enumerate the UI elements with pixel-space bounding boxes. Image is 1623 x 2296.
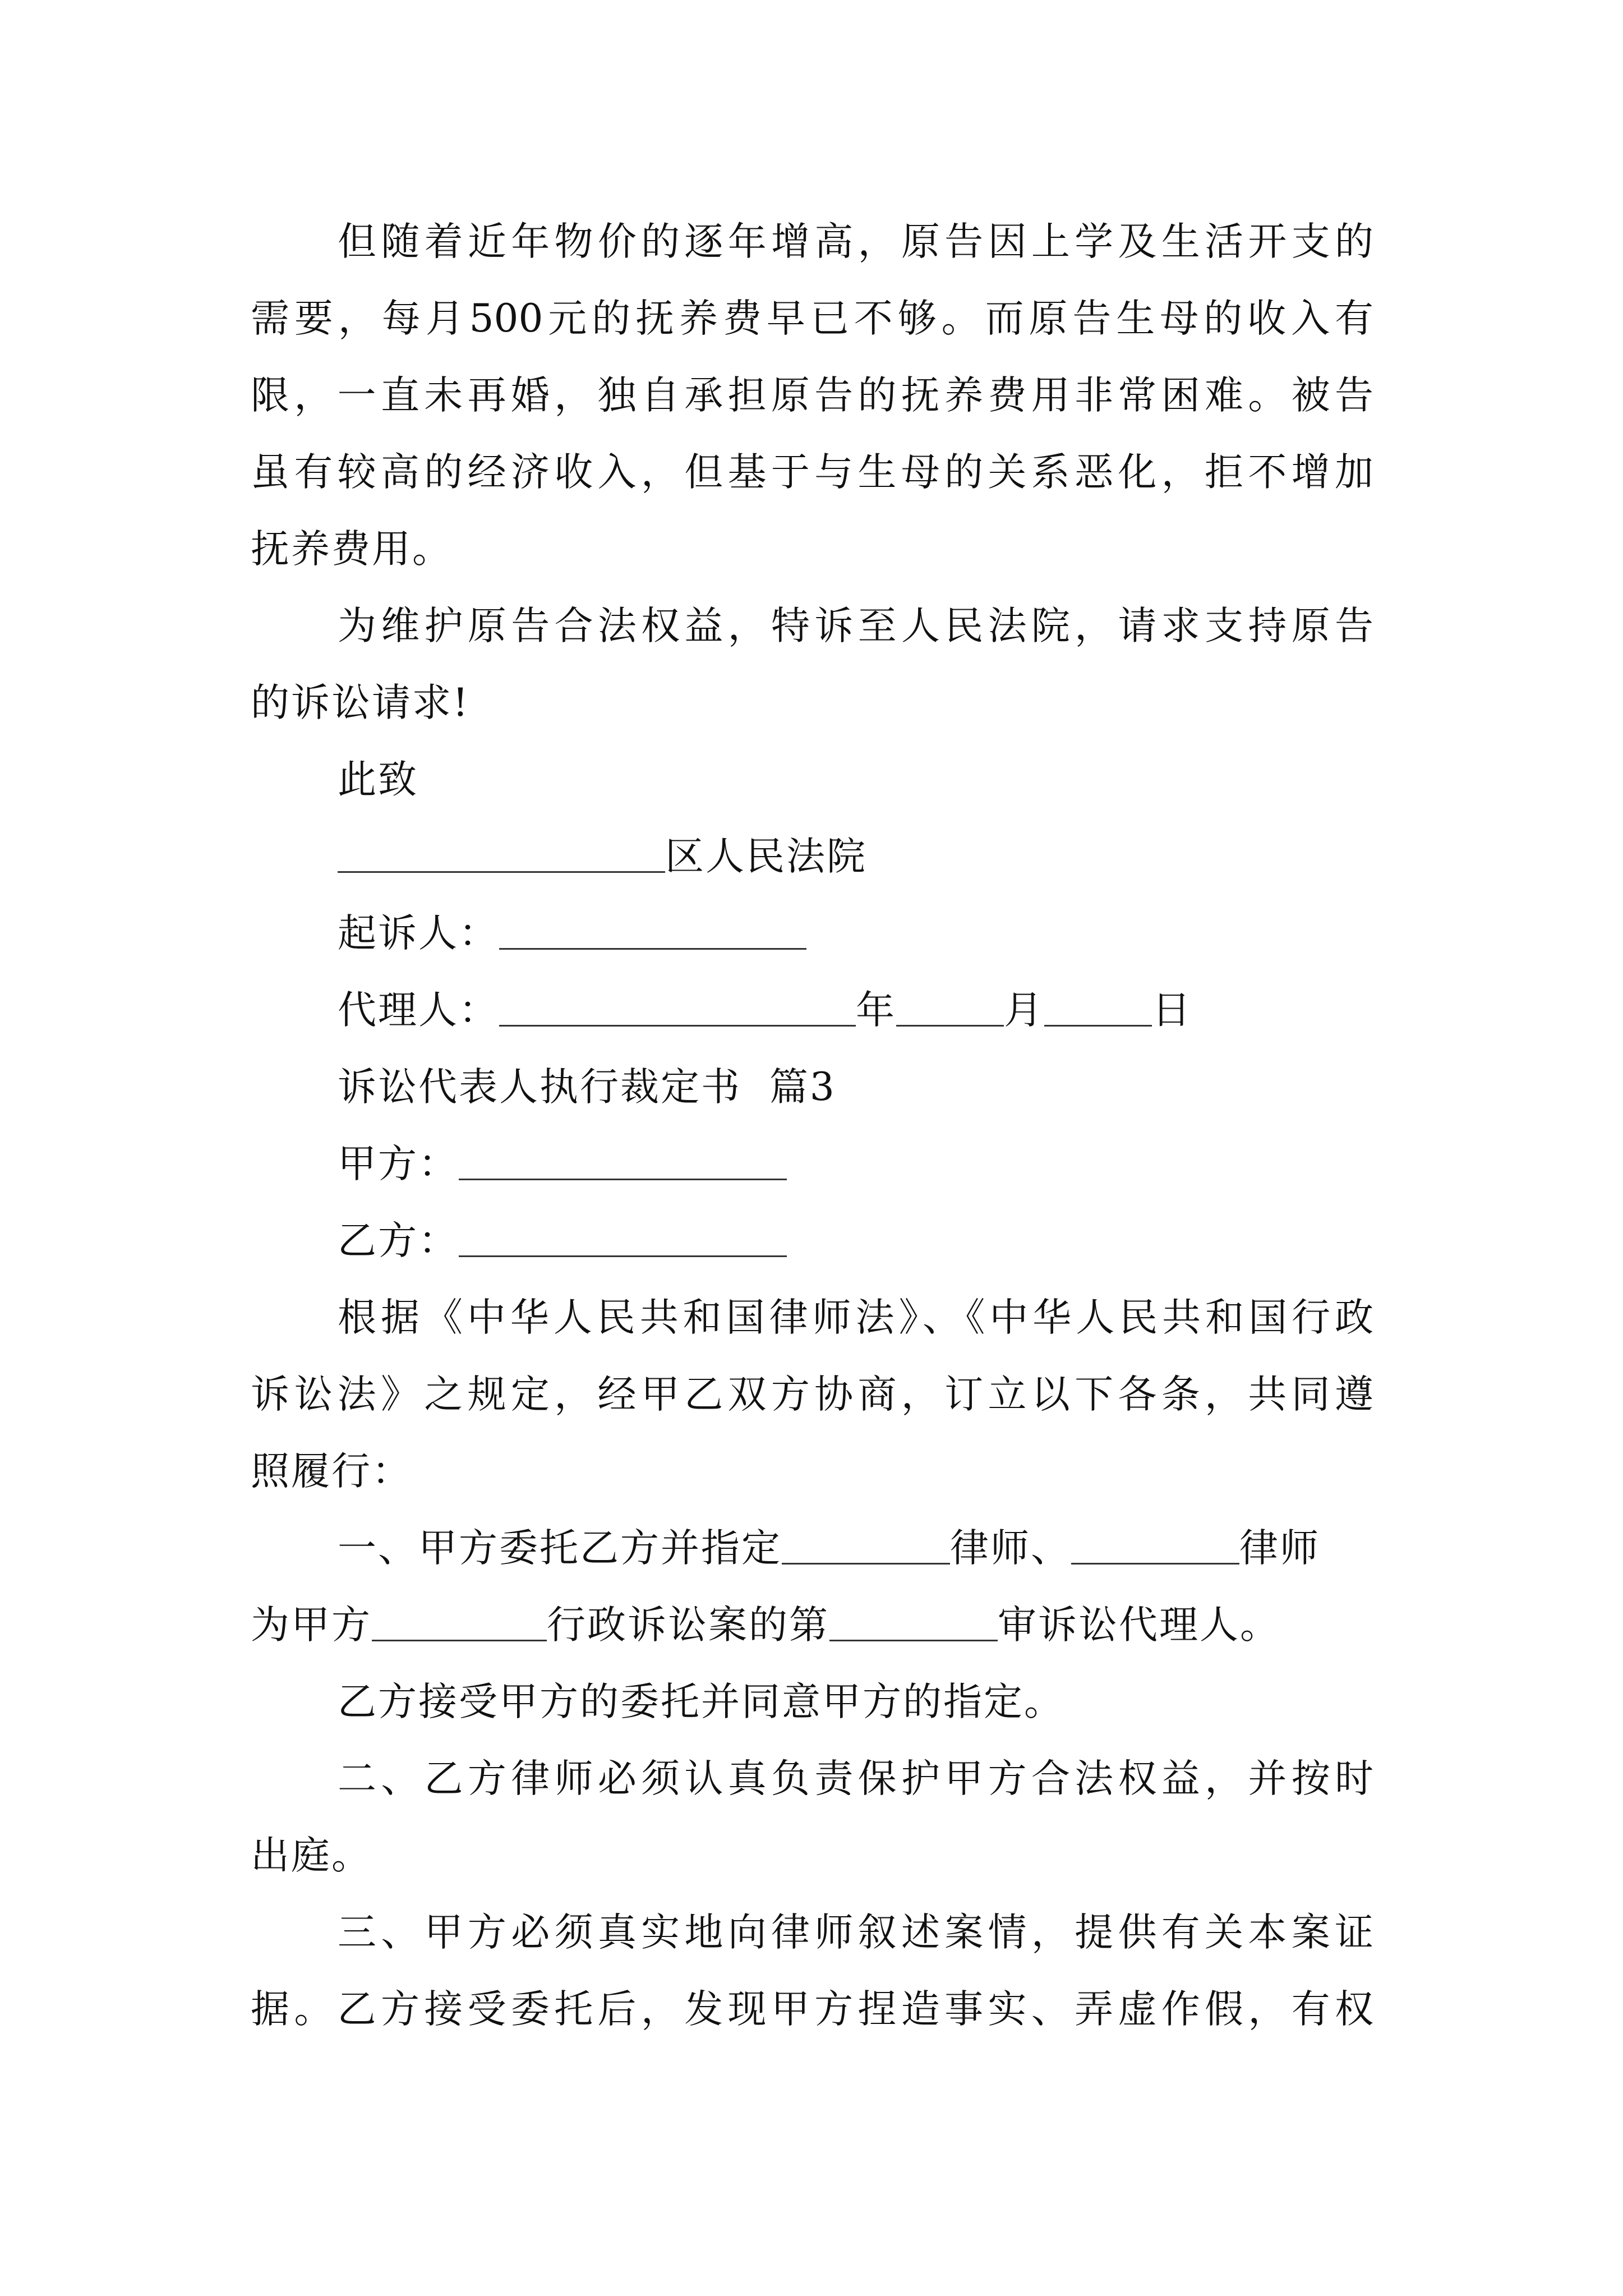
month-label: 月	[1004, 988, 1044, 1033]
clause-1-line-1	[338, 1521, 1320, 1575]
clause-1-text: 律师	[1239, 1526, 1320, 1571]
clause-1-text: 一、甲方委托乙方并指定	[338, 1526, 782, 1571]
section-title: 诉讼代表人执行裁定书 篇3	[338, 1065, 836, 1110]
greeting: 此致	[338, 757, 418, 802]
paragraph-line: 的诉讼请求!	[251, 680, 470, 725]
clause-1-text: 行政诉讼案的第	[547, 1603, 829, 1648]
paragraph-line: 但随着近年物价的逐年增高，原告因上学及生活开支的	[338, 219, 1373, 264]
clause-1-text: 律师、	[950, 1526, 1071, 1571]
plaintiff-line	[338, 907, 806, 960]
paragraph-line: 诉讼法》之规定，经甲乙双方协商，订立以下各条，共同遵	[251, 1372, 1373, 1417]
paragraph-line: 限，一直未再婚，独自承担原告的抚养费用非常困难。被告	[251, 373, 1373, 418]
plaintiff-blank	[499, 912, 806, 950]
party-b-label: 乙方：	[338, 1218, 459, 1263]
paragraph-line: 据。乙方接受委托后，发现甲方捏造事实、弄虚作假，有权	[251, 1987, 1373, 2032]
lawyer-2-blank	[1071, 1527, 1239, 1565]
party-b-line	[338, 1214, 787, 1268]
clause-1-text: 为甲方	[251, 1603, 372, 1648]
acceptance-line: 乙方接受甲方的委托并同意甲方的指定。	[338, 1680, 1064, 1724]
paragraph-line: 出庭。	[251, 1833, 372, 1878]
day-label: 日	[1152, 988, 1192, 1033]
court-line	[338, 830, 867, 884]
paragraph-line: 抚养费用。	[251, 527, 453, 572]
agent-date-line	[338, 983, 1192, 1037]
plaintiff-label: 起诉人：	[338, 911, 499, 956]
court-suffix: 区人民法院	[665, 834, 867, 879]
paragraph-line: 照履行：	[251, 1449, 412, 1494]
paragraph-line: 为维护原告合法权益，特诉至人民法院，请求支持原告	[338, 604, 1373, 648]
paragraph-line: 根据《中华人民共和国律师法》、《中华人民共和国行政	[338, 1295, 1373, 1340]
court-name-blank	[338, 835, 665, 873]
lawyer-1-blank	[782, 1527, 950, 1565]
paragraph-line: 三、甲方必须真实地向律师叙述案情，提供有关本案证	[338, 1910, 1373, 1955]
clause-1-line-2	[251, 1598, 1280, 1652]
case-blank	[372, 1604, 547, 1641]
party-a-blank	[459, 1143, 787, 1180]
day-blank	[1044, 989, 1152, 1027]
party-a-label: 甲方：	[338, 1142, 459, 1186]
party-b-blank	[459, 1220, 787, 1257]
paragraph-line: 虽有较高的经济收入，但基于与生母的关系恶化，拒不增加	[251, 450, 1373, 495]
agent-blank	[499, 989, 856, 1027]
clause-1-text: 审诉讼代理人。	[998, 1603, 1280, 1648]
paragraph-line: 需要，每月500元的抚养费早已不够。而原告生母的收入有	[251, 296, 1373, 341]
year-label: 年	[856, 988, 896, 1033]
instance-blank	[829, 1604, 998, 1641]
paragraph-line: 二、乙方律师必须认真负责保护甲方合法权益，并按时	[338, 1756, 1373, 1801]
month-blank	[896, 989, 1004, 1027]
party-a-line	[338, 1137, 787, 1191]
agent-label: 代理人：	[338, 988, 499, 1033]
